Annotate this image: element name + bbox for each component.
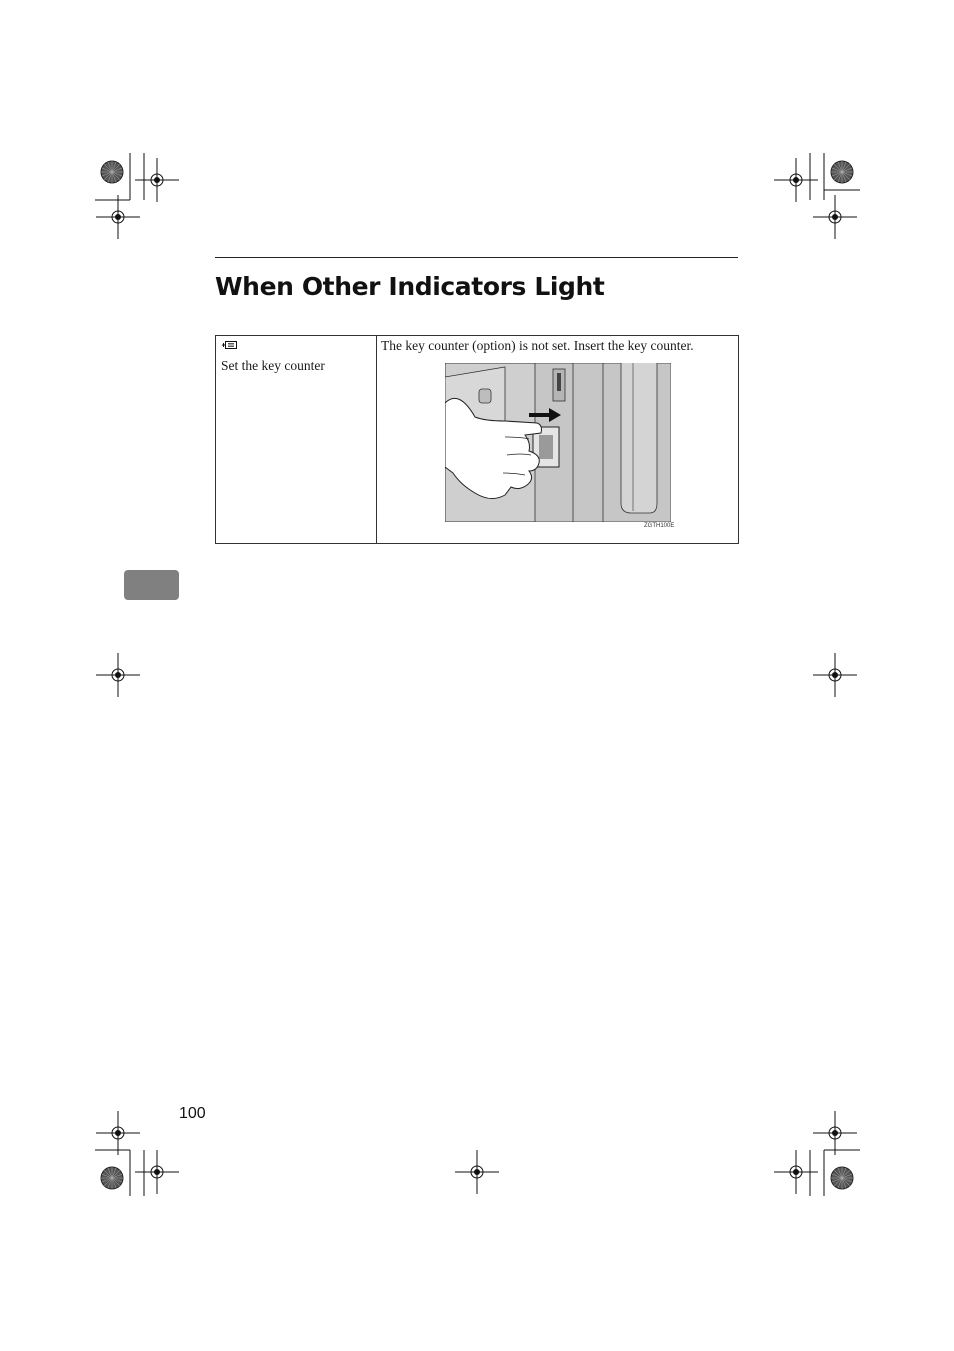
page-title: When Other Indicators Light [215,272,605,301]
table-cell-description [377,336,738,543]
chapter-tab [124,570,179,600]
key-counter-indicator-icon [222,340,238,350]
page-number: 100 [179,1105,206,1122]
illustration-code: ZGTH100E [644,523,675,529]
indicator-table [215,335,739,544]
description-text: The key counter (option) is not set. Insert the key counter. [381,338,694,353]
insert-key-counter-illustration [445,363,671,522]
table-cell-condition [216,336,377,543]
condition-text: Set the key counter [221,358,325,373]
header-rule [215,257,738,258]
